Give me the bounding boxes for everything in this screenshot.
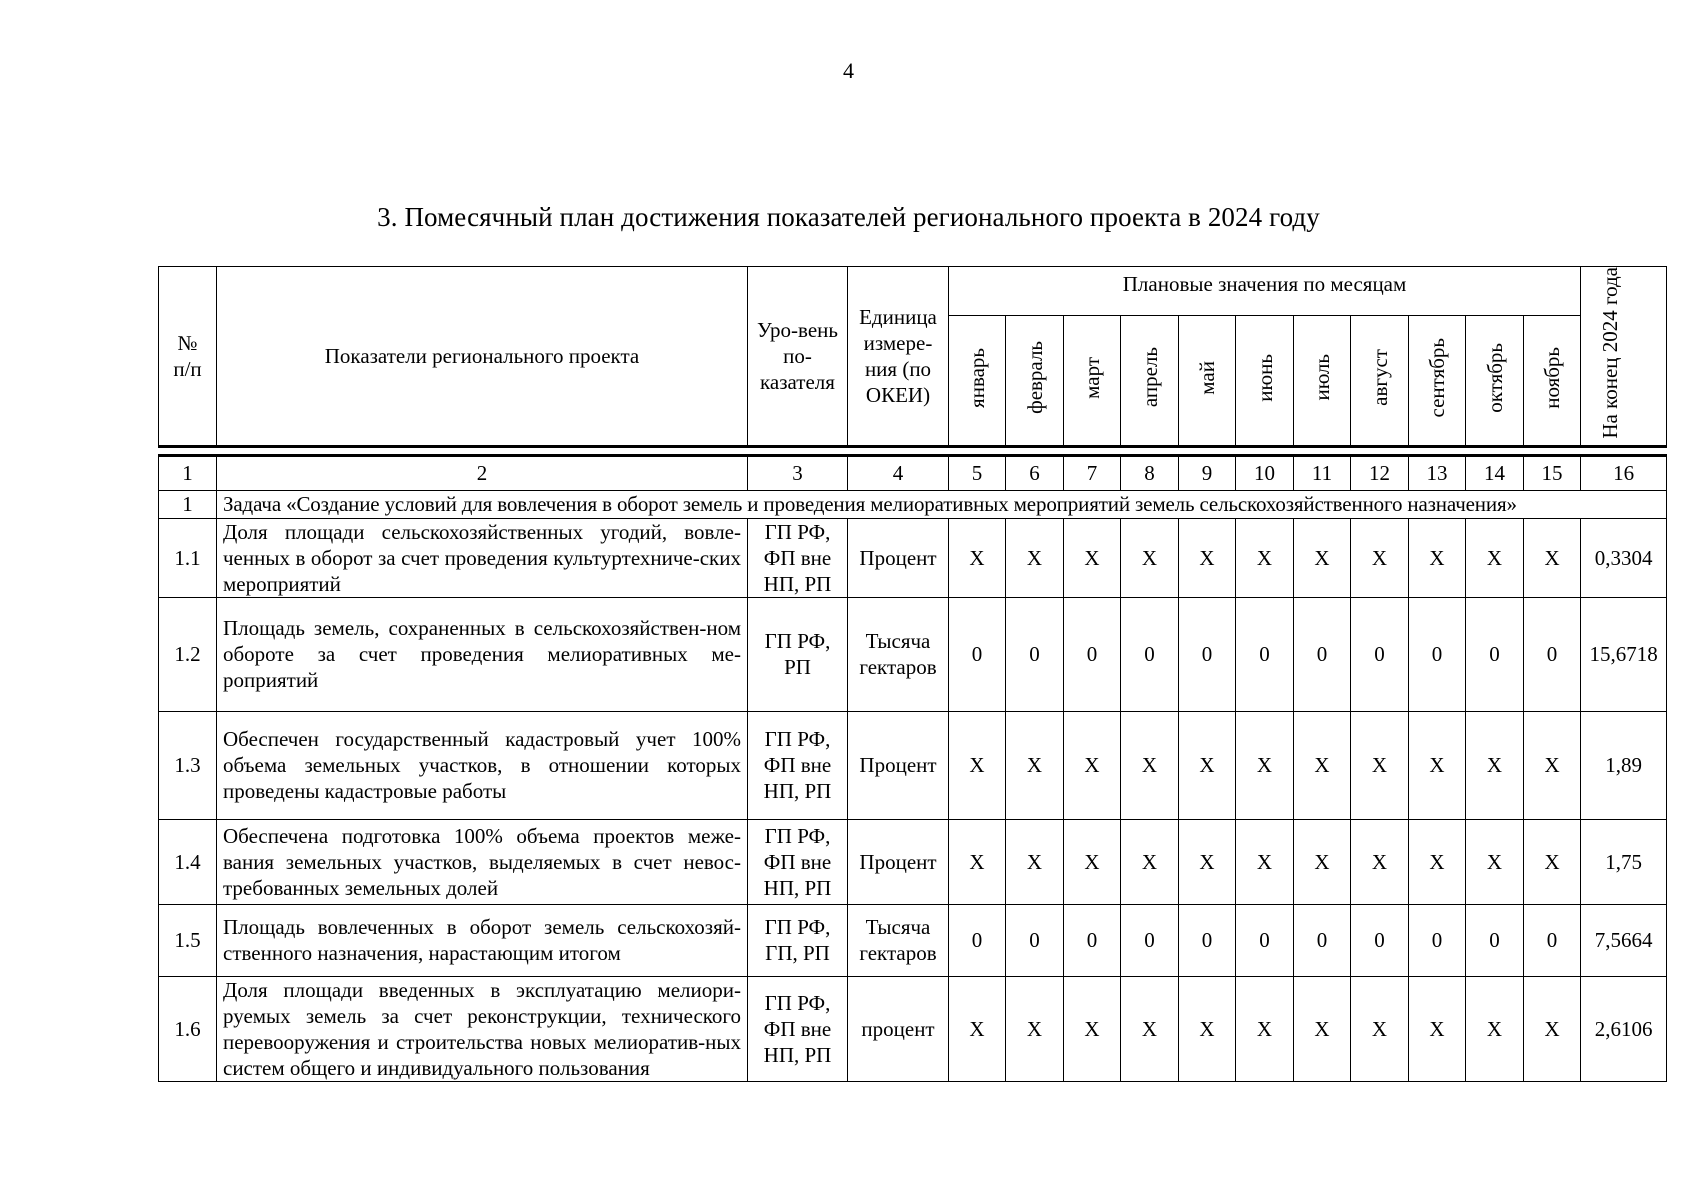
row-num: 1.3 <box>159 711 217 819</box>
column-number: 14 <box>1466 455 1524 490</box>
month-label: апрель <box>1137 347 1162 408</box>
month-value: X <box>1236 711 1294 819</box>
month-value: X <box>1179 819 1236 904</box>
header-month-apr <box>1121 316 1179 446</box>
month-value: X <box>949 819 1006 904</box>
month-label: март <box>1080 356 1104 399</box>
month-value: X <box>1409 819 1466 904</box>
month-value: 0 <box>1409 904 1466 976</box>
header-month-feb <box>1006 316 1064 446</box>
month-value: X <box>949 518 1006 597</box>
month-value: 0 <box>1064 904 1121 976</box>
header-year-end-text: На конец 2024 года <box>1597 267 1622 439</box>
month-label: июль <box>1310 354 1334 401</box>
month-value: X <box>1294 711 1351 819</box>
month-value: X <box>1179 711 1236 819</box>
header-month-jul <box>1294 316 1351 446</box>
header-monthly-group: Плановые значения по месяцам <box>949 267 1581 316</box>
column-number: 6 <box>1006 455 1064 490</box>
month-label: сентябрь <box>1425 337 1449 418</box>
month-value: X <box>1524 976 1581 1081</box>
row-indicator-name: Доля площади сельскохозяйственных угодий, вовле-ченных в оборот за счет проведения культуртехниче-ских мероприятий <box>217 518 748 597</box>
header-year-end <box>1581 267 1667 447</box>
header-month-mar <box>1064 316 1121 446</box>
month-value: X <box>1006 518 1064 597</box>
row-level: ГП РФ, ФП вне НП, РП <box>748 976 848 1081</box>
month-label: август <box>1367 349 1392 406</box>
table-row <box>159 976 1667 1081</box>
month-value: 0 <box>1006 597 1064 711</box>
row-indicator-name: Обеспечена подготовка 100% объема проектов меже-вания земельных участков, выделяемых в счет невос-требованных земельных долей <box>217 819 748 904</box>
month-value: X <box>1409 976 1466 1081</box>
row-level: ГП РФ, ФП вне НП, РП <box>748 518 848 597</box>
month-value: 0 <box>1524 597 1581 711</box>
row-unit: Процент <box>848 819 949 904</box>
row-year-end: 0,3304 <box>1581 518 1667 597</box>
table-row <box>159 904 1667 976</box>
month-value: X <box>1351 518 1409 597</box>
month-value: X <box>1006 711 1064 819</box>
header-indicator: Показатели регионального проекта <box>217 267 748 447</box>
month-value: X <box>1351 819 1409 904</box>
row-unit: процент <box>848 976 949 1081</box>
row-year-end: 1,75 <box>1581 819 1667 904</box>
row-unit: Процент <box>848 711 949 819</box>
column-number: 1 <box>159 455 217 490</box>
month-value: X <box>1294 976 1351 1081</box>
month-value: X <box>1064 819 1121 904</box>
column-numbers-row <box>159 455 1667 490</box>
column-number: 10 <box>1236 455 1294 490</box>
month-label: январь <box>965 347 989 408</box>
month-value: 0 <box>1351 597 1409 711</box>
header-month-nov <box>1524 316 1581 446</box>
month-value: X <box>1351 976 1409 1081</box>
month-value: 0 <box>1236 904 1294 976</box>
month-value: X <box>949 976 1006 1081</box>
month-label: май <box>1195 360 1219 395</box>
row-indicator-name: Площадь земель, сохраненных в сельскохозяйствен-ном обороте за счет проведения мелиоративных ме-роприятий <box>217 597 748 711</box>
month-value: X <box>1236 518 1294 597</box>
month-value: X <box>1236 976 1294 1081</box>
month-value: X <box>949 711 1006 819</box>
month-value: X <box>1121 819 1179 904</box>
monthly-plan-table <box>158 266 1667 1082</box>
row-level: ГП РФ, ФП вне НП, РП <box>748 711 848 819</box>
header-unit: Единица измере-ния (по ОКЕИ) <box>848 267 949 447</box>
task-row <box>159 490 1667 518</box>
month-value: X <box>1121 976 1179 1081</box>
row-indicator-name: Площадь вовлеченных в оборот земель сельскохозяй-ственного назначения, нарастающим итогом <box>217 904 748 976</box>
month-value: X <box>1064 976 1121 1081</box>
table-row <box>159 518 1667 597</box>
month-value: X <box>1294 518 1351 597</box>
month-value: X <box>1179 976 1236 1081</box>
row-year-end: 7,5664 <box>1581 904 1667 976</box>
row-num: 1.6 <box>159 976 217 1081</box>
header-spacer <box>159 446 1667 455</box>
spacer-cell <box>159 446 1667 455</box>
table-row <box>159 597 1667 711</box>
page-number: 4 <box>843 58 854 83</box>
row-num: 1.2 <box>159 597 217 711</box>
month-label: октябрь <box>1482 342 1507 413</box>
column-number: 16 <box>1581 455 1667 490</box>
row-unit: Тысяча гектаров <box>848 904 949 976</box>
column-number: 4 <box>848 455 949 490</box>
month-value: X <box>1179 518 1236 597</box>
month-value: 0 <box>1294 904 1351 976</box>
month-value: 0 <box>1121 597 1179 711</box>
column-number: 9 <box>1179 455 1236 490</box>
month-label: ноябрь <box>1540 346 1565 409</box>
month-value: 0 <box>949 597 1006 711</box>
column-number: 13 <box>1409 455 1466 490</box>
month-value: 0 <box>1064 597 1121 711</box>
row-level: ГП РФ, РП <box>748 597 848 711</box>
month-value: X <box>1466 518 1524 597</box>
row-indicator-name: Доля площади введенных в эксплуатацию мелиори-руемых земель за счет реконструкции, технического перевооружения и строительства новых мелиоратив-ных систем общего и индивидуального пользования <box>217 976 748 1081</box>
month-value: X <box>1466 976 1524 1081</box>
row-num: 1.5 <box>159 904 217 976</box>
column-number: 3 <box>748 455 848 490</box>
month-value: 0 <box>1351 904 1409 976</box>
month-label: июнь <box>1252 353 1277 402</box>
row-year-end: 2,6106 <box>1581 976 1667 1081</box>
month-value: 0 <box>1236 597 1294 711</box>
month-value: 0 <box>1466 904 1524 976</box>
row-indicator-name: Обеспечен государственный кадастровый учет 100% объема земельных участков, в отношении которых проведены кадастровые работы <box>217 711 748 819</box>
column-number: 5 <box>949 455 1006 490</box>
column-number: 11 <box>1294 455 1351 490</box>
table-row <box>159 819 1667 904</box>
header-month-oct <box>1466 316 1524 446</box>
month-value: X <box>1064 711 1121 819</box>
row-level: ГП РФ, ФП вне НП, РП <box>748 819 848 904</box>
column-number: 7 <box>1064 455 1121 490</box>
month-value: 0 <box>1121 904 1179 976</box>
header-month-aug <box>1351 316 1409 446</box>
month-value: 0 <box>1524 904 1581 976</box>
month-value: X <box>1294 819 1351 904</box>
column-number: 15 <box>1524 455 1581 490</box>
month-value: 0 <box>1294 597 1351 711</box>
row-num: 1.1 <box>159 518 217 597</box>
month-value: X <box>1524 819 1581 904</box>
month-value: X <box>1524 518 1581 597</box>
row-unit: Процент <box>848 518 949 597</box>
row-unit: Тысяча гектаров <box>848 597 949 711</box>
month-value: 0 <box>1006 904 1064 976</box>
header-num: № п/п <box>159 267 217 447</box>
header-level: Уро-вень по-казателя <box>748 267 848 447</box>
month-value: 0 <box>1179 597 1236 711</box>
header-month-may <box>1179 316 1236 446</box>
section-title: 3. Помесячный план достижения показателей регионального проекта в 2024 году <box>377 202 1320 232</box>
month-value: X <box>1466 711 1524 819</box>
row-year-end: 1,89 <box>1581 711 1667 819</box>
header-month-sep <box>1409 316 1466 446</box>
task-text: Задача «Создание условий для вовлечения в оборот земель и проведения мелиоративных мероприятий земель сельскохозяйственного назначения» <box>217 490 1667 518</box>
month-value: X <box>1409 711 1466 819</box>
task-num: 1 <box>159 490 217 518</box>
header-month-jun <box>1236 316 1294 446</box>
month-value: X <box>1121 711 1179 819</box>
column-number: 8 <box>1121 455 1179 490</box>
row-level: ГП РФ, ГП, РП <box>748 904 848 976</box>
column-number: 2 <box>217 455 748 490</box>
row-num: 1.4 <box>159 819 217 904</box>
month-value: 0 <box>1409 597 1466 711</box>
column-number: 12 <box>1351 455 1409 490</box>
month-value: X <box>1409 518 1466 597</box>
header-row-top <box>159 267 1667 316</box>
month-value: 0 <box>1179 904 1236 976</box>
month-value: X <box>1524 711 1581 819</box>
month-value: X <box>1236 819 1294 904</box>
month-value: X <box>1351 711 1409 819</box>
table-row <box>159 711 1667 819</box>
month-value: 0 <box>1466 597 1524 711</box>
month-value: X <box>1064 518 1121 597</box>
header-month-jan <box>949 316 1006 446</box>
month-value: 0 <box>949 904 1006 976</box>
month-value: X <box>1121 518 1179 597</box>
indicator-table-wrapper <box>158 266 1666 1082</box>
month-value: X <box>1006 819 1064 904</box>
month-value: X <box>1006 976 1064 1081</box>
month-value: X <box>1466 819 1524 904</box>
month-label: февраль <box>1022 341 1047 414</box>
row-year-end: 15,6718 <box>1581 597 1667 711</box>
